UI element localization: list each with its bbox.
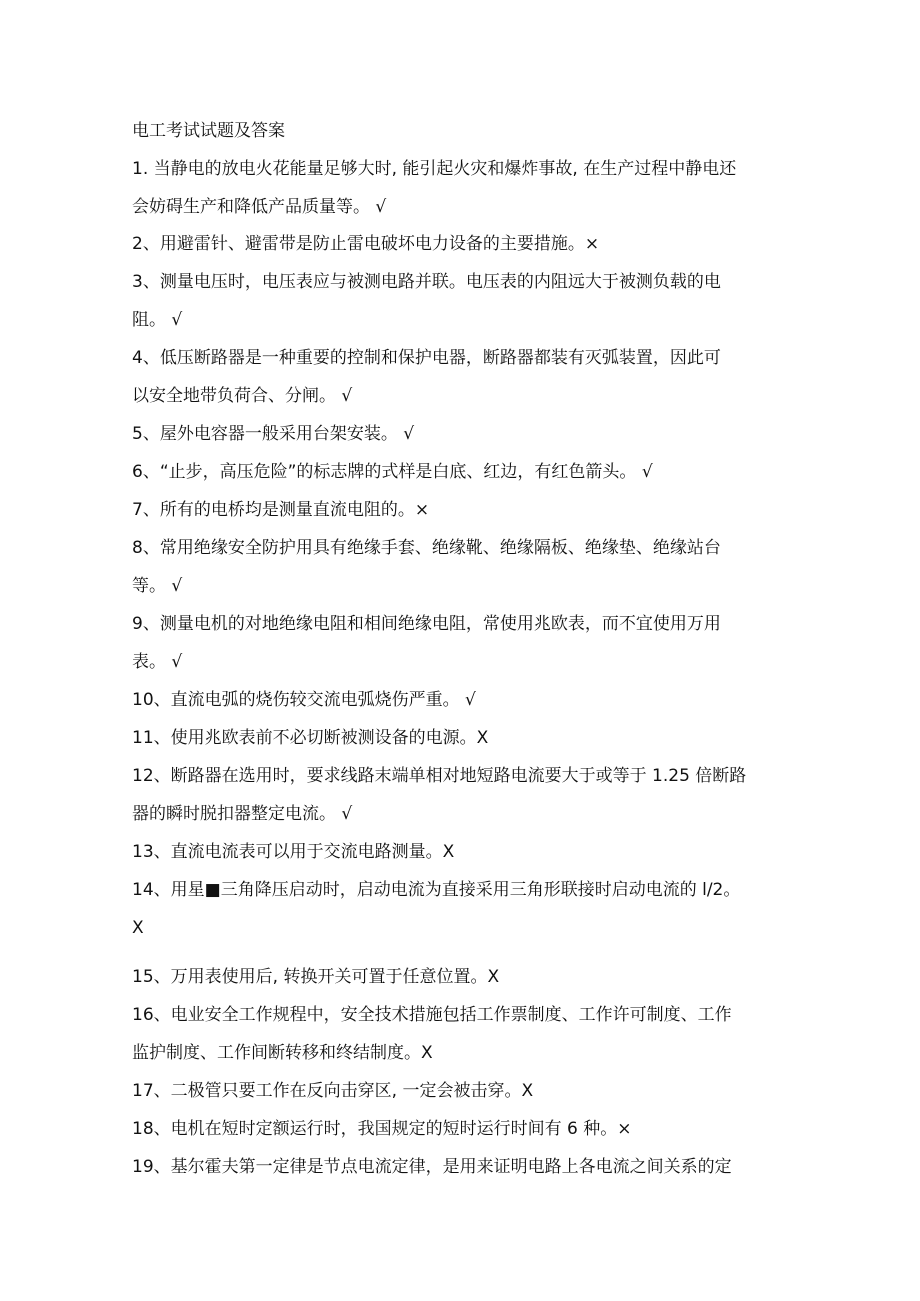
text-line-20: 14、用星■三角降压启动时，启动电流为直接采用三角形联接时启动电流的 l/2。 (132, 880, 741, 900)
text-line-4: 3、测量电压时，电压表应与被测电路并联。电压表的内阻远大于被测负载的电 (132, 272, 721, 292)
document-title: 电工考试试题及答案 (132, 121, 285, 141)
text-line-6: 4、低压断路器是一种重要的控制和保护电器，断路器都装有灭弧装置，因此可 (132, 348, 721, 368)
text-line-14: 表。 √ (132, 652, 183, 672)
text-line-16: 11、使用兆欧表前不必切断被测设备的电源。X (132, 728, 489, 748)
text-line-3: 2、用避雷针、避雷带是防止雷电破坏电力设备的主要措施。× (132, 234, 600, 254)
text-line-7: 以安全地带负荷合、分闸。 √ (132, 386, 353, 406)
text-line-11: 8、常用绝缘安全防护用具有绝缘手套、绝缘靴、绝缘隔板、绝缘垫、绝缘站台 (132, 538, 721, 558)
text-line-5: 阻。 √ (132, 310, 183, 330)
text-line-25: 17、二极管只要工作在反向击穿区, 一定会被击穿。X (132, 1081, 534, 1101)
text-line-15: 10、直流电弧的烧伤较交流电弧烧伤严重。 √ (132, 690, 476, 710)
text-line-13: 9、测量电机的对地绝缘电阻和相间绝缘电阻，常使用兆欧表，而不宜使用万用 (132, 614, 721, 634)
text-line-17: 12、断路器在选用时，要求线路末端单相对地短路电流要大于或等于 1.25 倍断路 (132, 766, 747, 786)
text-line-21: X (132, 918, 144, 938)
text-line-12: 等。 √ (132, 576, 183, 596)
text-line-8: 5、屋外电容器一般采用台架安装。 √ (132, 424, 415, 444)
text-line-27: 19、基尔霍夫第一定律是节点电流定律，是用来证明电路上各电流之间关系的定 (132, 1157, 732, 1177)
text-line-9: 6、“止步，高压危险”的标志牌的式样是白底、红边，有红色箭头。 √ (132, 462, 653, 482)
text-line-10: 7、所有的电桥均是测量直流电阻的。× (132, 500, 430, 520)
text-line-18: 器的瞬时脱扣器整定电流。 √ (132, 804, 353, 824)
text-line-24: 监护制度、工作间断转移和终结制度。X (132, 1043, 433, 1063)
text-line-23: 16、电业安全工作规程中，安全技术措施包括工作票制度、工作许可制度、工作 (132, 1005, 732, 1025)
text-line-19: 13、直流电流表可以用于交流电路测量。X (132, 842, 455, 862)
text-line-2: 会妨碍生产和降低产品质量等。 √ (132, 197, 387, 217)
text-line-26: 18、电机在短时定额运行时，我国规定的短时运行时间有 6 种。× (132, 1119, 632, 1139)
text-line-22: 15、万用表使用后, 转换开关可置于任意位置。X (132, 967, 500, 987)
text-line-1: 1. 当静电的放电火花能量足够大时, 能引起火灾和爆炸事故, 在生产过程中静电还 (132, 159, 737, 179)
